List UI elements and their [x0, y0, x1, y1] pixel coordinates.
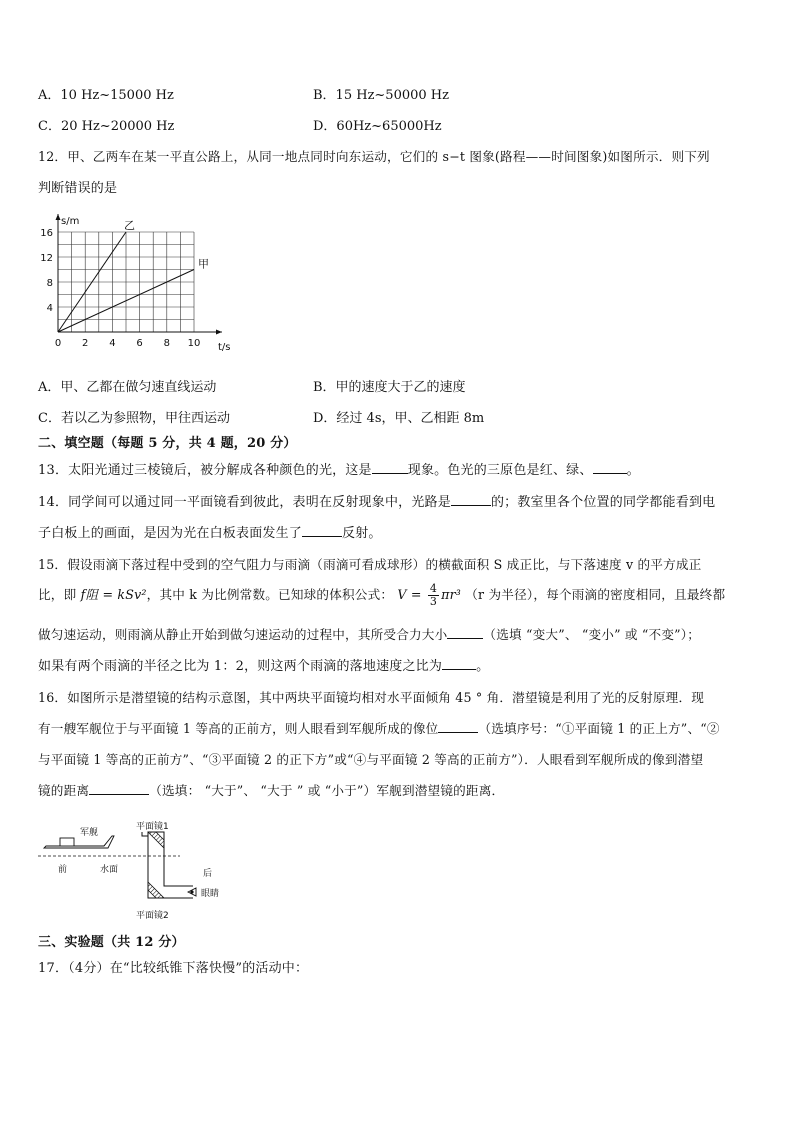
x-axis-arrow	[216, 330, 222, 335]
q15-text2b: ，其中 k 为比例常数。已知球的体积公式：	[146, 587, 394, 602]
periscope-top-lip	[142, 832, 148, 836]
x-tick-label: 8	[163, 338, 170, 349]
q15-formula-fraction	[428, 583, 439, 608]
series-label-0: 乙	[124, 219, 135, 232]
q12-option-c: C．若以乙为参照物，甲往西运动	[38, 411, 230, 426]
q12-option-b: B．甲的速度大于乙的速度	[313, 380, 466, 395]
q16-blank2[interactable]	[89, 782, 149, 795]
q15-text4a: 如果有两个雨滴的半径之比为 1：2，则这两个雨滴的落地速度之比为	[38, 659, 443, 674]
q13-blank2[interactable]	[593, 461, 627, 474]
q14-line2	[38, 522, 382, 541]
q15-fraction-numerator: 4	[429, 582, 438, 595]
y-tick-label: 12	[40, 253, 53, 264]
q13	[38, 459, 640, 478]
q14-line1	[38, 491, 715, 510]
section3-heading: 三、实验题（共 12 分）	[38, 935, 185, 950]
q14-blank1[interactable]	[451, 493, 491, 506]
q16-line1: 16．如图所示是潜望镜的结构示意图，其中两块平面镜均相对水平面倾角 45 ° 角．潜望镜是利用了光的反射原理．现	[38, 690, 705, 705]
label-mirror-2: 平面镜2	[136, 911, 169, 921]
periscope-figure	[38, 818, 238, 924]
q13-text1: 13．太阳光通过三棱镜后，被分解成各种颜色的光，这是	[38, 463, 372, 478]
q12-stem-line1: 12．甲、乙两车在某一平直公路上，从同一地点同时向东运动，它们的 s−t 图象(路程——时间图象)如图所示．则下列	[38, 149, 710, 164]
q11-option-a: A．10 Hz~15000 Hz	[38, 88, 174, 103]
q15-text3b: （选填 “变大”、 “变小” 或 “不变”）；	[483, 627, 701, 642]
q15-text2a: 比，即	[38, 587, 77, 602]
q16-line3: 与平面镜 1 等高的正前方”、“③平面镜 2 的正下方”或“④与平面镜 2 等高的正前方”）．人眼看到军舰所成的像到潜望	[38, 752, 704, 767]
y-tick-label: 8	[46, 278, 53, 289]
q14-text1: 14．同学间可以通过同一平面镜看到彼此，表明在反射现象中，光路是	[38, 495, 451, 510]
q15-text2c: （r 为半径），每个雨滴的密度相同，且最终都	[465, 587, 726, 602]
x-tick-label: 0	[54, 338, 62, 349]
q15-text4b: 。	[476, 659, 490, 674]
q16-line2	[38, 718, 720, 737]
periscope-tube-inner	[148, 832, 193, 898]
label-eye: 眼睛	[201, 889, 220, 899]
q16-text4b: （选填： “大于”、 “大于 ” 或 “小于”）军舰到潜望镜的距离．	[149, 783, 505, 798]
q14-text3: 子白板上的画面，是因为光在白板表面发生了	[38, 526, 303, 541]
q16-text2b: （选填序号：“①平面镜 1 的正上方”、“②	[478, 721, 720, 736]
q15-formula-drag: f阻 = kSv²	[80, 587, 147, 602]
q14-text2: 的；教室里各个位置的同学都能看到电	[490, 495, 716, 510]
y-tick-label: 4	[46, 303, 53, 314]
q15-text3a: 做匀速运动，则雨滴从静止开始到做匀速运动的过程中，其所受合力大小	[38, 627, 448, 642]
q15-line3	[38, 624, 700, 643]
q15-line4	[38, 655, 489, 674]
x-axis-label: t/s	[218, 342, 231, 353]
q13-text2: 现象。色光的三原色是红、绿、	[407, 463, 593, 478]
q15-line1: 15．假设雨滴下落过程中受到的空气阻力与雨滴（雨滴可看成球形）的横截面积 S 成正比，与下落速度 v 的平方成正	[38, 557, 702, 572]
x-tick-label: 4	[109, 338, 116, 349]
q11-option-b: B．15 Hz~50000 Hz	[313, 88, 449, 103]
label-warship: 军舰	[80, 828, 99, 838]
y-axis-arrow	[56, 214, 61, 220]
y-tick-label: 16	[40, 228, 53, 239]
x-tick-label: 6	[136, 338, 143, 349]
q16-text4a: 镜的距离	[38, 783, 90, 798]
q12-stem-line2: 判断错误的是	[38, 181, 118, 196]
label-water: 水面	[100, 865, 119, 875]
q11-option-c: C．20 Hz~20000 Hz	[38, 119, 175, 134]
mirror-2	[148, 882, 164, 898]
periscope-diagram	[38, 818, 238, 924]
q14-blank2[interactable]	[302, 524, 342, 537]
q14-text4: 反射。	[342, 526, 382, 541]
q12-option-d: D．经过 4s，甲、乙相距 8m	[313, 411, 485, 426]
q15-fraction-denominator: 3	[429, 595, 438, 608]
q15-formula-volume-rhs: πr³	[441, 587, 462, 602]
periscope-tube-outer	[148, 832, 193, 886]
q16-blank1[interactable]	[438, 720, 478, 733]
q15-formula-volume-lhs: V =	[397, 587, 422, 602]
label-back: 后	[203, 869, 213, 879]
label-mirror-1: 平面镜1	[136, 822, 169, 832]
y-axis-label: s/m	[61, 216, 80, 227]
x-tick-label: 10	[187, 338, 201, 349]
q16-text2a: 有一艘军舰位于与平面镜 1 等高的正前方，则人眼看到军舰所成的像位	[38, 721, 439, 736]
series-label-1: 甲	[198, 257, 209, 271]
mirror-1	[148, 832, 164, 848]
q11-option-d: D．60Hz~65000Hz	[313, 119, 442, 134]
x-tick-label: 2	[82, 338, 89, 349]
section2-heading: 二、填空题（每题 5 分，共 4 题，20 分）	[38, 436, 297, 451]
label-front: 前	[58, 865, 68, 875]
q15-line2	[38, 580, 725, 610]
q13-blank1[interactable]	[372, 461, 408, 474]
eye-pupil	[190, 890, 193, 893]
q16-line4	[38, 780, 504, 799]
q15-blank2[interactable]	[442, 657, 476, 670]
st-chart	[30, 206, 250, 354]
q12-option-a: A．甲、乙都在做匀速直线运动	[38, 380, 217, 395]
q13-text3: 。	[626, 463, 640, 478]
q17-stem: 17．（4分）在“比较纸锥下落快慢”的活动中：	[38, 961, 309, 976]
warship-hull	[44, 836, 114, 848]
q15-blank1[interactable]	[447, 626, 483, 639]
warship-cabin	[60, 838, 74, 846]
